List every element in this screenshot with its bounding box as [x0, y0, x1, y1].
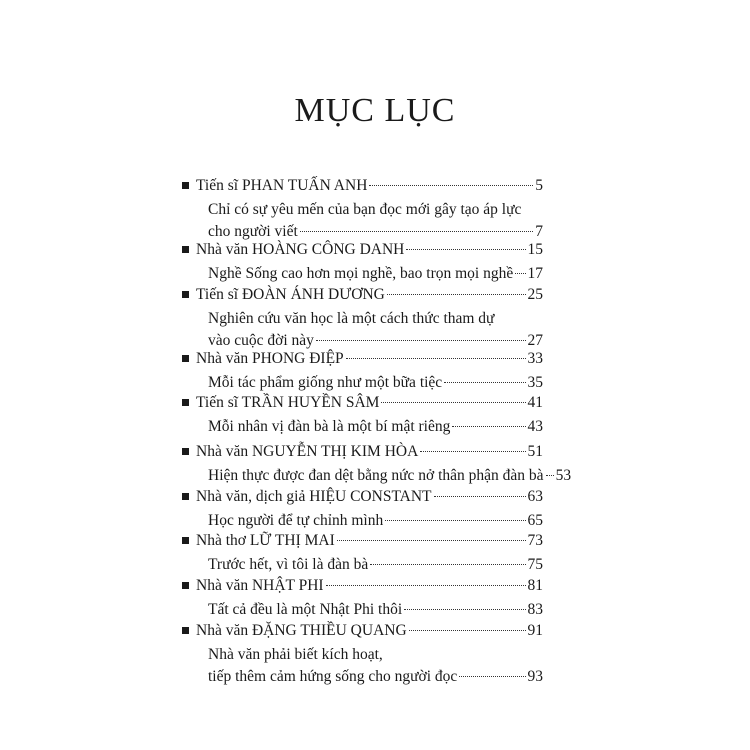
dot-leader	[434, 496, 526, 497]
square-bullet-icon	[182, 399, 189, 406]
toc-author-entry	[196, 531, 543, 551]
author-page-number: 63	[527, 488, 543, 505]
work-title-line: cho người viết	[208, 223, 298, 240]
author-page-number: 33	[527, 350, 543, 367]
author-page-number: 81	[527, 577, 543, 594]
dot-leader	[387, 294, 526, 295]
author-name: Tiến sĩ PHAN TUẤN ANH	[196, 177, 368, 194]
author-name: Nhà văn HOÀNG CÔNG DANH	[196, 241, 405, 258]
dot-leader	[404, 609, 525, 610]
work-title-line: Tất cả đều là một Nhật Phi thôi	[208, 601, 403, 618]
dot-leader	[420, 451, 525, 452]
dot-leader	[346, 358, 526, 359]
toc-author-entry	[196, 240, 543, 260]
dot-leader	[326, 585, 526, 586]
dot-leader	[337, 540, 526, 541]
author-page-number: 91	[527, 622, 543, 639]
toc-author-entry	[196, 621, 543, 641]
dot-leader	[406, 249, 525, 250]
work-page-number: 83	[527, 601, 543, 618]
toc-work-entry	[208, 373, 543, 393]
toc-author-entry	[196, 576, 543, 596]
work-page-number: 7	[535, 223, 543, 240]
author-name: Tiến sĩ ĐOÀN ÁNH DƯƠNG	[196, 286, 385, 303]
square-bullet-icon	[182, 537, 189, 544]
author-name: Nhà văn NHẬT PHI	[196, 577, 324, 594]
dot-leader	[316, 340, 526, 341]
work-title-line: Nhà văn phải biết kích hoạt,	[208, 646, 383, 663]
work-title-line: Trước hết, vì tôi là đàn bà	[208, 556, 369, 573]
square-bullet-icon	[182, 291, 189, 298]
toc-author-entry	[196, 349, 543, 369]
work-title-line: Học người để tự chỉnh mình	[208, 512, 384, 529]
work-title-line: Nghề Sống cao hơn mọi nghề, bao trọn mọi nghề	[208, 265, 514, 282]
work-title-line: Mỗi tác phẩm giống như một bữa tiệc	[208, 374, 443, 391]
author-name: Nhà văn NGUYỄN THỊ KIM HÒA	[196, 443, 419, 460]
dot-leader	[515, 273, 525, 274]
work-title-line: Chỉ có sự yêu mến của bạn đọc mới gây tạo áp lực	[208, 201, 522, 218]
work-page-number: 17	[527, 265, 543, 282]
work-page-number: 53	[555, 467, 572, 484]
work-page-number: 65	[527, 512, 543, 529]
author-name: Nhà thơ LỮ THỊ MAI	[196, 532, 335, 549]
author-page-number: 41	[527, 394, 543, 411]
toc-work-entry	[208, 331, 543, 351]
author-name: Nhà văn, dịch giả HIỆU CONSTANT	[196, 488, 432, 505]
author-name: Tiến sĩ TRẦN HUYỀN SÂM	[196, 394, 380, 411]
square-bullet-icon	[182, 627, 189, 634]
toc-work-entry	[208, 555, 543, 575]
author-page-number: 73	[527, 532, 543, 549]
toc-author-entry	[196, 393, 543, 413]
square-bullet-icon	[182, 355, 189, 362]
work-title-line: Mỗi nhân vị đàn bà là một bí mật riêng	[208, 418, 451, 435]
toc-work-entry	[208, 466, 572, 486]
author-page-number: 15	[527, 241, 543, 258]
work-page-number: 43	[527, 418, 543, 435]
work-title-line: vào cuộc đời này	[208, 332, 314, 349]
work-page-number: 35	[527, 374, 543, 391]
square-bullet-icon	[182, 246, 189, 253]
author-name: Nhà văn PHONG ĐIỆP	[196, 350, 344, 367]
dot-leader	[546, 475, 554, 476]
dot-leader	[452, 426, 525, 427]
work-page-number: 27	[527, 332, 543, 349]
toc-author-entry	[196, 487, 543, 507]
square-bullet-icon	[182, 582, 189, 589]
square-bullet-icon	[182, 182, 189, 189]
square-bullet-icon	[182, 448, 189, 455]
toc-work-entry	[208, 264, 543, 284]
dot-leader	[369, 185, 533, 186]
toc-work-entry	[208, 600, 543, 620]
dot-leader	[459, 676, 525, 677]
dot-leader	[300, 231, 533, 232]
work-title-line: Nghiên cứu văn học là một cách thức tham dự	[208, 310, 495, 327]
dot-leader	[385, 520, 525, 521]
toc-work-entry	[208, 511, 543, 531]
toc-work-entry	[208, 417, 543, 437]
author-page-number: 5	[535, 177, 543, 194]
work-title-line: tiếp thêm cảm hứng sống cho người đọc	[208, 668, 458, 685]
toc-author-entry	[196, 285, 543, 305]
author-name: Nhà văn ĐẶNG THIỀU QUANG	[196, 622, 407, 639]
toc-author-entry	[196, 442, 543, 462]
toc-title: MỤC LỤC	[294, 92, 456, 129]
toc-work-entry	[208, 222, 543, 242]
dot-leader	[444, 382, 525, 383]
square-bullet-icon	[182, 493, 189, 500]
work-page-number: 75	[527, 556, 543, 573]
author-page-number: 51	[527, 443, 543, 460]
dot-leader	[370, 564, 525, 565]
toc-work-entry	[208, 667, 543, 687]
dot-leader	[381, 402, 525, 403]
toc-author-entry	[196, 176, 543, 196]
work-title-line: Hiện thực được đan dệt bằng nức nở thân phận đàn bà	[208, 467, 544, 484]
author-page-number: 25	[527, 286, 543, 303]
dot-leader	[409, 630, 526, 631]
work-page-number: 93	[527, 668, 543, 685]
